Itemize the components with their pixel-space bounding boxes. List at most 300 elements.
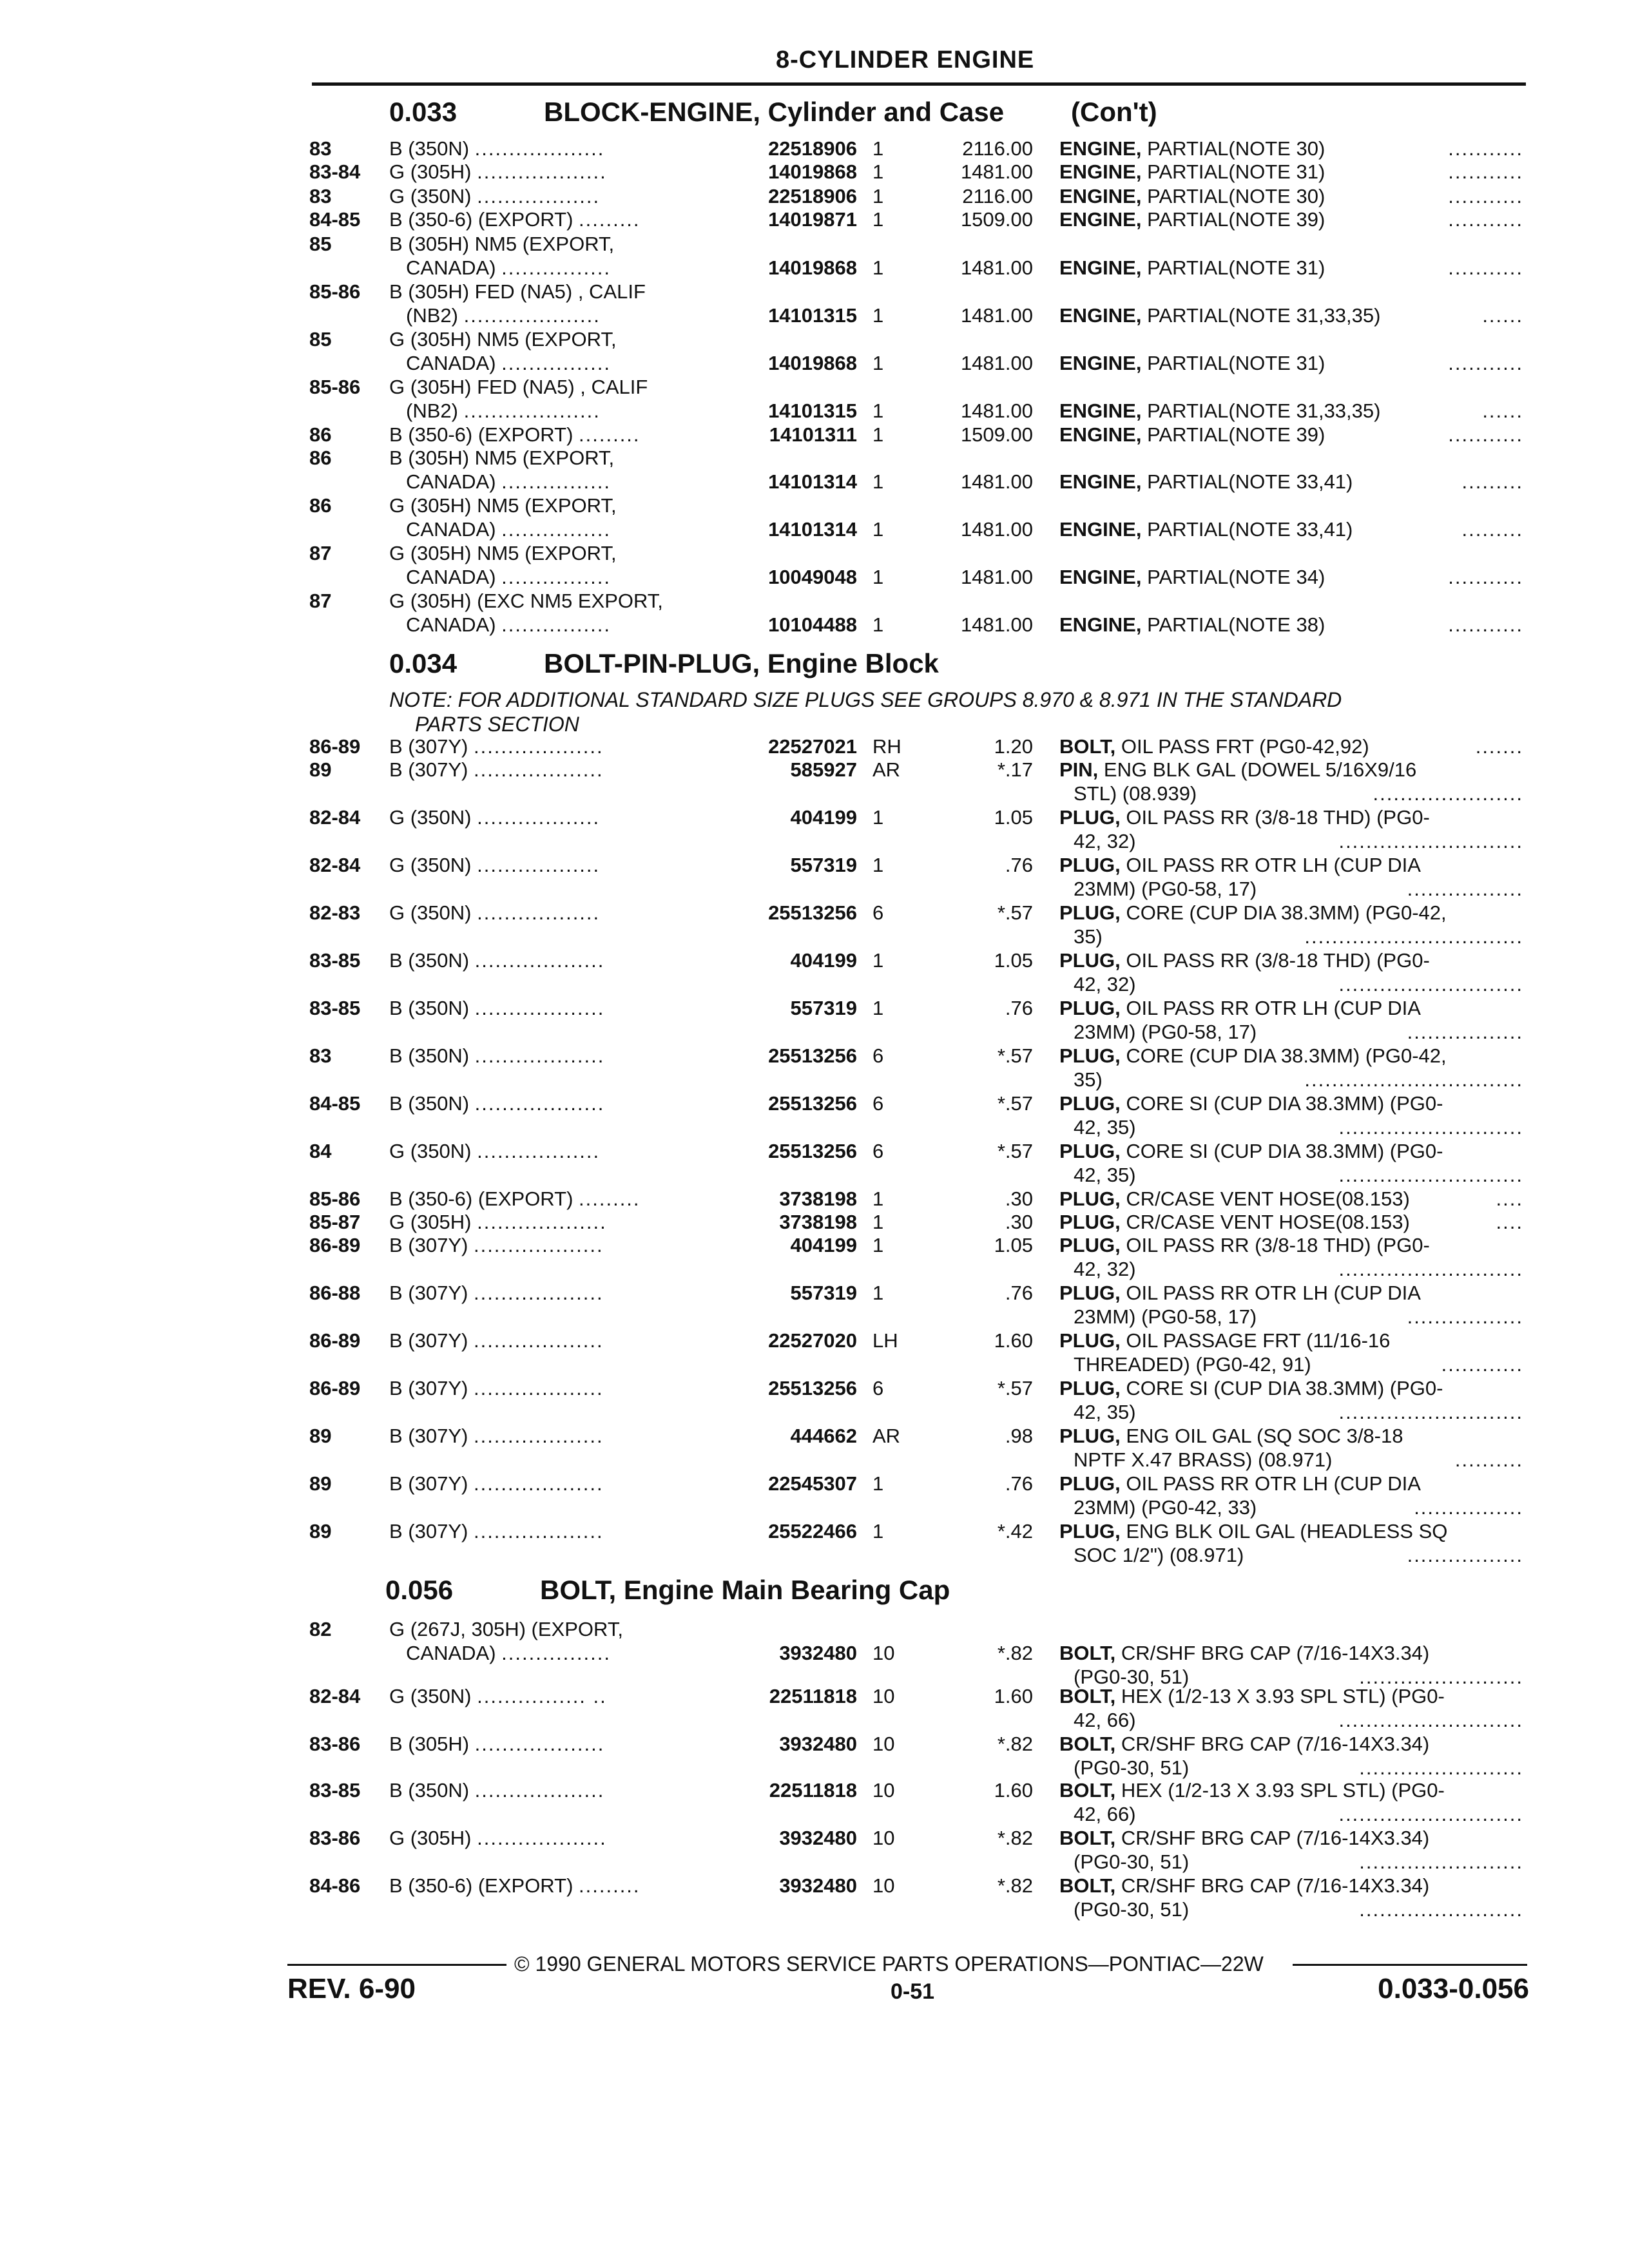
model-text: B (350N) bbox=[389, 997, 470, 1019]
part-number: 444662 bbox=[790, 1425, 857, 1447]
quantity: 1 bbox=[872, 1520, 884, 1542]
leader-dots: .................... bbox=[463, 304, 601, 327]
desc-text: PARTIAL(NOTE 33,41) bbox=[1141, 518, 1353, 541]
row-model bbox=[389, 446, 614, 470]
desc-keyword: ENGINE, bbox=[1059, 399, 1142, 422]
desc-text: OIL PASS RR (3/8-18 THD) (PG0- bbox=[1120, 949, 1430, 972]
desc-keyword: BOLT, bbox=[1059, 1779, 1116, 1802]
quantity: 6 bbox=[872, 901, 884, 924]
desc-keyword: BOLT, bbox=[1059, 735, 1116, 758]
desc-keyword: PLUG, bbox=[1059, 949, 1121, 972]
model-text: B (307Y) bbox=[389, 1520, 468, 1542]
row-year: 83-84 bbox=[309, 160, 361, 183]
description bbox=[1059, 303, 1380, 328]
row-year: 86-89 bbox=[309, 735, 361, 758]
row-year: 83 bbox=[309, 185, 332, 207]
desc-text: CR/SHF BRG CAP (7/16-14X3.34) bbox=[1115, 1827, 1430, 1849]
model-text: B (350N) bbox=[389, 1092, 470, 1115]
row-model bbox=[389, 280, 646, 304]
row-year: 83-85 bbox=[309, 949, 361, 972]
model-text: G (267J, 305H) (EXPORT, bbox=[389, 1618, 623, 1640]
row-model-cont bbox=[406, 399, 601, 423]
row-model-cont bbox=[406, 256, 611, 280]
desc-text: HEX (1/2-13 X 3.93 SPL STL) (PG0- bbox=[1115, 1779, 1445, 1802]
header-rule bbox=[312, 82, 1526, 86]
description bbox=[1059, 565, 1325, 590]
part-number: 557319 bbox=[790, 997, 857, 1019]
leader-dots: .... bbox=[1496, 1211, 1523, 1233]
model-text: B (350N) bbox=[389, 1044, 470, 1067]
row-year: 87 bbox=[309, 590, 332, 612]
part-number: 10049048 bbox=[768, 566, 857, 588]
row-model bbox=[389, 137, 604, 161]
leader-dots: ....... bbox=[1475, 735, 1523, 758]
desc-text: OIL PASS RR OTR LH (CUP DIA bbox=[1120, 997, 1421, 1019]
leader-dots: ................ bbox=[501, 518, 611, 541]
part-number: 22527021 bbox=[768, 735, 857, 758]
model-text: B (307Y) bbox=[389, 1472, 468, 1495]
description-cont: 42, 32) bbox=[1074, 973, 1136, 995]
desc-text: CORE SI (CUP DIA 38.3MM) (PG0- bbox=[1120, 1092, 1443, 1115]
price: .30 bbox=[1005, 1211, 1033, 1233]
part-number: 404199 bbox=[790, 806, 857, 829]
desc-text: ENG OIL GAL (SQ SOC 3/8-18 bbox=[1120, 1425, 1403, 1447]
description bbox=[1059, 901, 1447, 925]
description bbox=[1059, 1424, 1403, 1448]
row-model-cont bbox=[406, 470, 611, 494]
part-number: 557319 bbox=[790, 1282, 857, 1304]
description bbox=[1059, 1210, 1410, 1235]
desc-keyword: PLUG, bbox=[1059, 901, 1121, 924]
price: *.42 bbox=[997, 1520, 1033, 1542]
leader-dots: ................ bbox=[501, 613, 611, 636]
description bbox=[1059, 1233, 1430, 1258]
leader-dots: ................ bbox=[501, 352, 611, 374]
row-model bbox=[389, 541, 617, 566]
row-year: 86-89 bbox=[309, 1329, 361, 1352]
leader-dots: ...... bbox=[1482, 304, 1523, 327]
desc-text: PARTIAL(NOTE 39) bbox=[1141, 423, 1325, 446]
leader-dots: ........................ bbox=[1359, 1666, 1523, 1688]
desc-text: ENG BLK GAL (DOWEL 5/16X9/16 bbox=[1098, 758, 1417, 781]
quantity: AR bbox=[872, 758, 901, 781]
section-note-line1: NOTE: FOR ADDITIONAL STANDARD SIZE PLUGS SEE GROUPS 8.970 & 8.971 IN THE STANDARD bbox=[389, 688, 1342, 711]
desc-text: PARTIAL(NOTE 31,33,35) bbox=[1141, 304, 1381, 327]
desc-keyword: PLUG, bbox=[1059, 1329, 1121, 1352]
desc-text: CR/CASE VENT HOSE(08.153) bbox=[1120, 1211, 1410, 1233]
desc-keyword: PLUG, bbox=[1059, 1377, 1121, 1399]
row-year: 84-86 bbox=[309, 1874, 361, 1897]
description bbox=[1059, 1684, 1445, 1709]
model-text: B (307Y) bbox=[389, 1329, 468, 1352]
leader-dots: ........................... bbox=[1338, 1803, 1523, 1825]
quantity: 1 bbox=[872, 854, 884, 876]
price: 1.60 bbox=[994, 1685, 1033, 1707]
price: 1.05 bbox=[994, 1234, 1033, 1256]
row-year: 89 bbox=[309, 1425, 332, 1447]
part-number: 25513256 bbox=[768, 1140, 857, 1162]
quantity: 1 bbox=[872, 949, 884, 972]
leader-dots: .................. bbox=[477, 806, 601, 829]
leader-dots: ........................... bbox=[1338, 830, 1523, 852]
quantity: 1 bbox=[872, 160, 884, 183]
part-number: 14019868 bbox=[768, 160, 857, 183]
desc-text: PARTIAL(NOTE 33,41) bbox=[1141, 470, 1353, 493]
model-text: CANADA) bbox=[406, 352, 496, 374]
description-cont: THREADED) (PG0-42, 91) bbox=[1074, 1353, 1311, 1376]
price: 2116.00 bbox=[962, 185, 1033, 207]
row-year: 85 bbox=[309, 233, 332, 255]
leader-dots: ................... bbox=[477, 1827, 607, 1849]
description bbox=[1059, 1329, 1390, 1353]
description bbox=[1059, 1519, 1447, 1544]
quantity: 1 bbox=[872, 518, 884, 541]
model-text: B (307Y) bbox=[389, 1425, 468, 1447]
description bbox=[1059, 160, 1325, 184]
model-text: B (307Y) bbox=[389, 735, 468, 758]
row-model bbox=[389, 1424, 604, 1448]
row-model bbox=[389, 1472, 604, 1496]
desc-keyword: PLUG, bbox=[1059, 1234, 1121, 1256]
description bbox=[1059, 1641, 1429, 1666]
part-number: 3932480 bbox=[779, 1874, 857, 1897]
quantity: AR bbox=[872, 1425, 901, 1447]
model-text: B (307Y) bbox=[389, 758, 468, 781]
desc-text: HEX (1/2-13 X 3.93 SPL STL) (PG0- bbox=[1115, 1685, 1445, 1707]
desc-keyword: ENGINE, bbox=[1059, 423, 1142, 446]
model-text: B (350N) bbox=[389, 949, 470, 972]
desc-text: CR/CASE VENT HOSE(08.153) bbox=[1120, 1187, 1410, 1210]
leader-dots: ................... bbox=[473, 1282, 604, 1304]
row-model bbox=[389, 853, 600, 878]
row-model bbox=[389, 423, 641, 447]
row-model bbox=[389, 901, 600, 925]
section-cont: (Con't) bbox=[1071, 97, 1157, 127]
price: .76 bbox=[1005, 854, 1033, 876]
leader-dots: ...... bbox=[1482, 399, 1523, 422]
section-title: BOLT, Engine Main Bearing Cap bbox=[540, 1575, 950, 1605]
leader-dots: ........................ bbox=[1359, 1850, 1523, 1873]
description-cont: 35) bbox=[1074, 925, 1103, 948]
leader-dots: ................ bbox=[501, 256, 611, 279]
model-text: B (350-6) (EXPORT) bbox=[389, 423, 574, 446]
model-text: G (305H) NM5 (EXPORT, bbox=[389, 542, 617, 564]
description bbox=[1059, 423, 1325, 447]
row-year: 85-87 bbox=[309, 1211, 361, 1233]
part-number: 22545307 bbox=[768, 1472, 857, 1495]
part-number: 3932480 bbox=[779, 1642, 857, 1664]
model-text: G (350N) bbox=[389, 185, 472, 207]
price: 1481.00 bbox=[960, 256, 1033, 279]
section-title: BOLT-PIN-PLUG, Engine Block bbox=[544, 648, 939, 678]
price: *.57 bbox=[997, 1377, 1033, 1399]
description-cont: 23MM) (PG0-42, 33) bbox=[1074, 1496, 1257, 1519]
row-model bbox=[389, 1684, 607, 1709]
desc-text: OIL PASS RR OTR LH (CUP DIA bbox=[1120, 854, 1421, 876]
part-number: 22511818 bbox=[769, 1779, 857, 1802]
description-cont: 23MM) (PG0-58, 17) bbox=[1074, 1305, 1257, 1328]
quantity: LH bbox=[872, 1329, 898, 1352]
row-model bbox=[389, 1617, 623, 1642]
model-text: G (350N) bbox=[389, 1685, 472, 1707]
description bbox=[1059, 1732, 1429, 1756]
row-model-cont bbox=[406, 517, 611, 542]
desc-keyword: PLUG, bbox=[1059, 1472, 1121, 1495]
model-text: G (350N) bbox=[389, 806, 472, 829]
model-text: B (350N) bbox=[389, 1779, 470, 1802]
leader-dots: ................... bbox=[474, 1092, 605, 1115]
description bbox=[1059, 1187, 1410, 1211]
model-text: B (307Y) bbox=[389, 1377, 468, 1399]
quantity: 1 bbox=[872, 470, 884, 493]
description-cont: (PG0-30, 51) bbox=[1074, 1756, 1190, 1779]
desc-keyword: PLUG, bbox=[1059, 1282, 1121, 1304]
desc-text: CORE (CUP DIA 38.3MM) (PG0-42, bbox=[1120, 901, 1447, 924]
row-year: 86-89 bbox=[309, 1377, 361, 1399]
desc-text: OIL PASS RR OTR LH (CUP DIA bbox=[1120, 1282, 1421, 1304]
revision-label: REV. 6-90 bbox=[287, 1973, 416, 2004]
description bbox=[1059, 613, 1325, 637]
row-model bbox=[389, 1210, 607, 1235]
desc-keyword: PLUG, bbox=[1059, 806, 1121, 829]
row-model bbox=[389, 207, 641, 232]
part-number: 3932480 bbox=[779, 1827, 857, 1849]
row-year: 82-84 bbox=[309, 854, 361, 876]
part-number: 22518906 bbox=[768, 185, 857, 207]
part-number: 14019868 bbox=[768, 256, 857, 279]
row-model bbox=[389, 758, 604, 782]
desc-keyword: PLUG, bbox=[1059, 1425, 1121, 1447]
price: .98 bbox=[1005, 1425, 1033, 1447]
leader-dots: ................... bbox=[474, 949, 605, 972]
leader-dots: .................. bbox=[477, 901, 601, 924]
desc-keyword: ENGINE, bbox=[1059, 160, 1142, 183]
price: 1.20 bbox=[994, 735, 1033, 758]
price: 1481.00 bbox=[960, 566, 1033, 588]
model-text: B (350N) bbox=[389, 137, 470, 160]
description-cont: 42, 32) bbox=[1074, 1258, 1136, 1280]
desc-keyword: PLUG, bbox=[1059, 1187, 1121, 1210]
row-model-cont bbox=[406, 613, 611, 637]
desc-text: CORE (CUP DIA 38.3MM) (PG0-42, bbox=[1120, 1044, 1447, 1067]
leader-dots: ............ bbox=[1441, 1353, 1523, 1376]
model-text: B (350-6) (EXPORT) bbox=[389, 1187, 574, 1210]
description-cont: 42, 66) bbox=[1074, 1803, 1136, 1825]
price: *.82 bbox=[997, 1827, 1033, 1849]
description-cont: NPTF X.47 BRASS) (08.971) bbox=[1074, 1448, 1333, 1471]
model-text: B (305H) bbox=[389, 1733, 470, 1755]
model-text: B (307Y) bbox=[389, 1282, 468, 1304]
price: 1.60 bbox=[994, 1329, 1033, 1352]
quantity: 1 bbox=[872, 423, 884, 446]
leader-dots: ......... bbox=[579, 1874, 641, 1897]
description-cont: 42, 35) bbox=[1074, 1116, 1136, 1139]
section-number: 0.034 bbox=[389, 648, 458, 678]
leader-dots: ........................ bbox=[1359, 1756, 1523, 1779]
leader-dots: ......... bbox=[1461, 470, 1523, 493]
description bbox=[1059, 470, 1353, 494]
desc-text: CR/SHF BRG CAP (7/16-14X3.34) bbox=[1115, 1874, 1430, 1897]
leader-dots: ................... bbox=[474, 1779, 605, 1802]
price: 1481.00 bbox=[960, 470, 1033, 493]
row-year: 83-85 bbox=[309, 1779, 361, 1802]
quantity: 6 bbox=[872, 1092, 884, 1115]
desc-text: CORE SI (CUP DIA 38.3MM) (PG0- bbox=[1120, 1377, 1443, 1399]
desc-keyword: PLUG, bbox=[1059, 1044, 1121, 1067]
part-number: 22518906 bbox=[768, 137, 857, 160]
desc-text: PARTIAL(NOTE 30) bbox=[1141, 137, 1325, 160]
description-cont: 23MM) (PG0-58, 17) bbox=[1074, 878, 1257, 900]
model-text: G (305H) (EXC NM5 EXPORT, bbox=[389, 590, 663, 612]
row-year: 85-86 bbox=[309, 376, 361, 398]
description-cont: 23MM) (PG0-58, 17) bbox=[1074, 1021, 1257, 1043]
leader-dots: ................ bbox=[501, 566, 611, 588]
model-text: G (350N) bbox=[389, 854, 472, 876]
price: 1481.00 bbox=[960, 160, 1033, 183]
leader-dots: ................... bbox=[473, 1234, 604, 1256]
desc-keyword: PLUG, bbox=[1059, 1092, 1121, 1115]
part-number: 14019871 bbox=[768, 208, 857, 231]
row-model bbox=[389, 1044, 604, 1068]
leader-dots: ................. bbox=[1407, 1305, 1523, 1328]
model-text: CANADA) bbox=[406, 470, 496, 493]
description bbox=[1059, 996, 1421, 1021]
row-year: 82-83 bbox=[309, 901, 361, 924]
description bbox=[1059, 256, 1325, 280]
description-cont: (PG0-30, 51) bbox=[1074, 1850, 1190, 1873]
leader-dots: ................... bbox=[473, 1520, 604, 1542]
desc-keyword: ENGINE, bbox=[1059, 518, 1142, 541]
leader-dots: .... bbox=[1496, 1187, 1523, 1210]
quantity: 10 bbox=[872, 1827, 895, 1849]
leader-dots: ........................... bbox=[1338, 1709, 1523, 1731]
row-model bbox=[389, 735, 604, 759]
footer-rule-right bbox=[1293, 1964, 1527, 1966]
description bbox=[1059, 1044, 1447, 1068]
part-number: 22527020 bbox=[768, 1329, 857, 1352]
row-year: 83-85 bbox=[309, 997, 361, 1019]
part-number: 22511818 bbox=[769, 1685, 857, 1707]
price: *.57 bbox=[997, 1044, 1033, 1067]
desc-text: PARTIAL(NOTE 34) bbox=[1141, 566, 1325, 588]
leader-dots: ......... bbox=[579, 423, 641, 446]
page-header-title: 8-CYLINDER ENGINE bbox=[776, 46, 1035, 73]
price: 1481.00 bbox=[960, 399, 1033, 422]
desc-keyword: BOLT, bbox=[1059, 1642, 1116, 1664]
row-model bbox=[389, 160, 607, 184]
desc-text: ENG BLK OIL GAL (HEADLESS SQ bbox=[1120, 1520, 1448, 1542]
description bbox=[1059, 735, 1369, 759]
leader-dots: ................ bbox=[1414, 1496, 1523, 1519]
description bbox=[1059, 137, 1325, 161]
leader-dots: ........................... bbox=[1338, 973, 1523, 995]
price: .76 bbox=[1005, 1472, 1033, 1495]
description-cont: 42, 32) bbox=[1074, 830, 1136, 852]
desc-text: OIL PASS RR (3/8-18 THD) (PG0- bbox=[1120, 806, 1430, 829]
quantity: RH bbox=[872, 735, 901, 758]
description-cont: 35) bbox=[1074, 1068, 1103, 1091]
description bbox=[1059, 184, 1325, 209]
quantity: 1 bbox=[872, 208, 884, 231]
row-year: 84-85 bbox=[309, 1092, 361, 1115]
part-number: 14101315 bbox=[768, 399, 857, 422]
desc-keyword: ENGINE, bbox=[1059, 470, 1142, 493]
desc-text: PARTIAL(NOTE 38) bbox=[1141, 613, 1325, 636]
desc-keyword: PLUG, bbox=[1059, 1520, 1121, 1542]
leader-dots: ........... bbox=[1448, 160, 1523, 183]
description bbox=[1059, 517, 1353, 542]
desc-keyword: PLUG, bbox=[1059, 854, 1121, 876]
leader-dots: ................ bbox=[501, 1642, 611, 1664]
desc-keyword: ENGINE, bbox=[1059, 613, 1142, 636]
desc-text: PARTIAL(NOTE 31) bbox=[1141, 256, 1325, 279]
desc-text: CR/SHF BRG CAP (7/16-14X3.34) bbox=[1115, 1733, 1430, 1755]
row-model bbox=[389, 375, 648, 399]
row-year: 84-85 bbox=[309, 208, 361, 231]
quantity: 1 bbox=[872, 304, 884, 327]
quantity: 10 bbox=[872, 1733, 895, 1755]
row-model bbox=[389, 589, 663, 613]
description-cont: (PG0-30, 51) bbox=[1074, 1666, 1190, 1688]
desc-text: OIL PASS RR OTR LH (CUP DIA bbox=[1120, 1472, 1421, 1495]
description bbox=[1059, 805, 1430, 830]
price: *.57 bbox=[997, 1140, 1033, 1162]
row-year: 84 bbox=[309, 1140, 332, 1162]
part-number: 557319 bbox=[790, 854, 857, 876]
leader-dots: ................... bbox=[473, 735, 604, 758]
row-year: 86 bbox=[309, 447, 332, 469]
quantity: 1 bbox=[872, 997, 884, 1019]
description-cont: SOC 1/2") (08.971) bbox=[1074, 1544, 1244, 1566]
model-text: B (350-6) (EXPORT) bbox=[389, 208, 574, 231]
desc-text: PARTIAL(NOTE 30) bbox=[1141, 185, 1325, 207]
description-cont: 42, 35) bbox=[1074, 1164, 1136, 1186]
row-model bbox=[389, 1826, 607, 1850]
model-text: B (305H) FED (NA5) , CALIF bbox=[389, 280, 646, 303]
quantity: 1 bbox=[872, 352, 884, 374]
row-model bbox=[389, 1519, 604, 1544]
leader-dots: ................... bbox=[473, 1329, 604, 1352]
leader-dots: ........... bbox=[1448, 423, 1523, 446]
description bbox=[1059, 1472, 1421, 1496]
description bbox=[1059, 758, 1416, 782]
desc-text: PARTIAL(NOTE 31) bbox=[1141, 160, 1325, 183]
desc-keyword: ENGINE, bbox=[1059, 352, 1142, 374]
description-cont: STL) (08.939) bbox=[1074, 782, 1197, 805]
leader-dots: ................... bbox=[477, 1211, 607, 1233]
desc-keyword: BOLT, bbox=[1059, 1685, 1116, 1707]
part-number: 14101314 bbox=[768, 470, 857, 493]
row-model bbox=[389, 996, 604, 1021]
row-model bbox=[389, 1091, 604, 1116]
description bbox=[1059, 207, 1325, 232]
row-model bbox=[389, 232, 614, 256]
quantity: 6 bbox=[872, 1377, 884, 1399]
row-year: 85-86 bbox=[309, 1187, 361, 1210]
row-model bbox=[389, 1874, 641, 1898]
desc-text: PARTIAL(NOTE 31) bbox=[1141, 352, 1325, 374]
row-year: 82-84 bbox=[309, 806, 361, 829]
quantity: 1 bbox=[872, 613, 884, 636]
desc-keyword: ENGINE, bbox=[1059, 256, 1142, 279]
row-year: 85 bbox=[309, 328, 332, 351]
row-year: 83 bbox=[309, 137, 332, 160]
leader-dots: .................. bbox=[477, 1140, 601, 1162]
description bbox=[1059, 1091, 1443, 1116]
leader-dots: ................... bbox=[474, 1733, 605, 1755]
price: 1.05 bbox=[994, 806, 1033, 829]
quantity: 1 bbox=[872, 1234, 884, 1256]
